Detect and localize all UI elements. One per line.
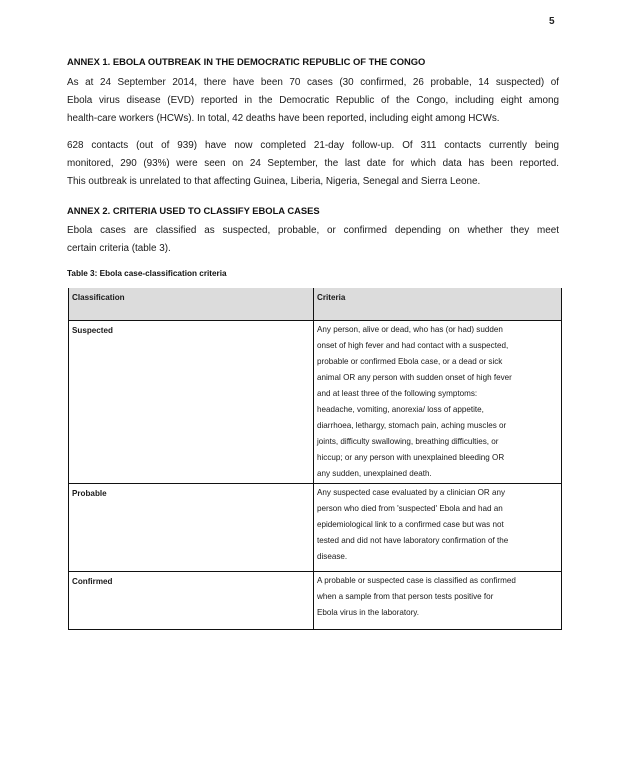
classification-cell: Probable [69, 484, 314, 572]
text-line: Ebola virus disease (EVD) reported in the Democratic Republic of the Congo, including eight among [67, 95, 559, 106]
criteria-line: and at least three of the following symptoms: [317, 389, 478, 398]
annex2-paragraph [67, 222, 559, 258]
text-line: 628 contacts (out of 939) have now completed 21-day follow-up. Of 311 contacts currently being [67, 140, 559, 151]
classification-table [68, 288, 562, 630]
text-line: This outbreak is unrelated to that affecting Guinea, Liberia, Nigeria, Senegal and Sierra Leone. [67, 176, 481, 187]
criteria-line: onset of high fever and had contact with a suspected, [317, 341, 509, 350]
classification-cell: Confirmed [69, 572, 314, 630]
criteria-line: Any person, alive or dead, who has (or had) sudden [317, 325, 503, 334]
criteria-line: Ebola virus in the laboratory. [317, 608, 419, 617]
criteria-cell [314, 572, 562, 630]
criteria-line: A probable or suspected case is classified as confirmed [317, 576, 516, 585]
criteria-cell [314, 484, 562, 572]
criteria-cell [314, 321, 562, 484]
criteria-line: probable or confirmed Ebola case, or a dead or sick [317, 357, 503, 366]
table-row [69, 572, 562, 630]
annex1-paragraph2 [67, 137, 559, 191]
header-criteria: Criteria [314, 288, 562, 321]
criteria-line: epidemiological link to a confirmed case but was not [317, 520, 504, 529]
criteria-line: tested and did not have laboratory confirmation of the [317, 536, 509, 545]
criteria-line: animal OR any person with sudden onset of high fever [317, 373, 512, 382]
table-row [69, 484, 562, 572]
table-header-row [69, 288, 562, 321]
criteria-line: when a sample from that person tests positive for [317, 592, 494, 601]
criteria-line: Any suspected case evaluated by a clinician OR any [317, 488, 506, 497]
criteria-line: hiccup; or any person with unexplained bleeding OR [317, 453, 505, 462]
text-line: Ebola cases are classified as suspected, probable, or confirmed depending on whether they meet [67, 225, 559, 236]
criteria-line: diarrhoea, lethargy, stomach pain, aching muscles or [317, 421, 507, 430]
criteria-line: any sudden, unexplained death. [317, 469, 432, 478]
annex1-paragraph1 [67, 74, 559, 128]
text-line: certain criteria (table 3). [67, 243, 171, 254]
text-line: monitored, 290 (93%) were seen on 24 September, the last date for which data has been reported. [67, 158, 559, 169]
table-row [69, 321, 562, 484]
annex2-heading: ANNEX 2. CRITERIA USED TO CLASSIFY EBOLA CASES [67, 205, 320, 216]
annex1-heading: ANNEX 1. EBOLA OUTBREAK IN THE DEMOCRATIC REPUBLIC OF THE CONGO [67, 56, 426, 67]
text-line: health-care workers (HCWs). In total, 42 deaths have been reported, including eight among HCWs. [67, 113, 500, 124]
table-caption: Table 3: Ebola case-classification criteria [67, 269, 227, 278]
page-number: 5 [549, 16, 555, 27]
criteria-line: disease. [317, 552, 348, 561]
text-line: As at 24 September 2014, there have been 70 cases (30 confirmed, 26 probable, 14 suspected) of [67, 77, 559, 88]
header-classification: Classification [69, 288, 314, 321]
criteria-line: headache, vomiting, anorexia/ loss of appetite, [317, 405, 484, 414]
criteria-line: joints, difficulty swallowing, breathing difficulties, or [317, 437, 499, 446]
criteria-line: person who died from 'suspected' Ebola and had an [317, 504, 503, 513]
classification-cell: Suspected [69, 321, 314, 484]
